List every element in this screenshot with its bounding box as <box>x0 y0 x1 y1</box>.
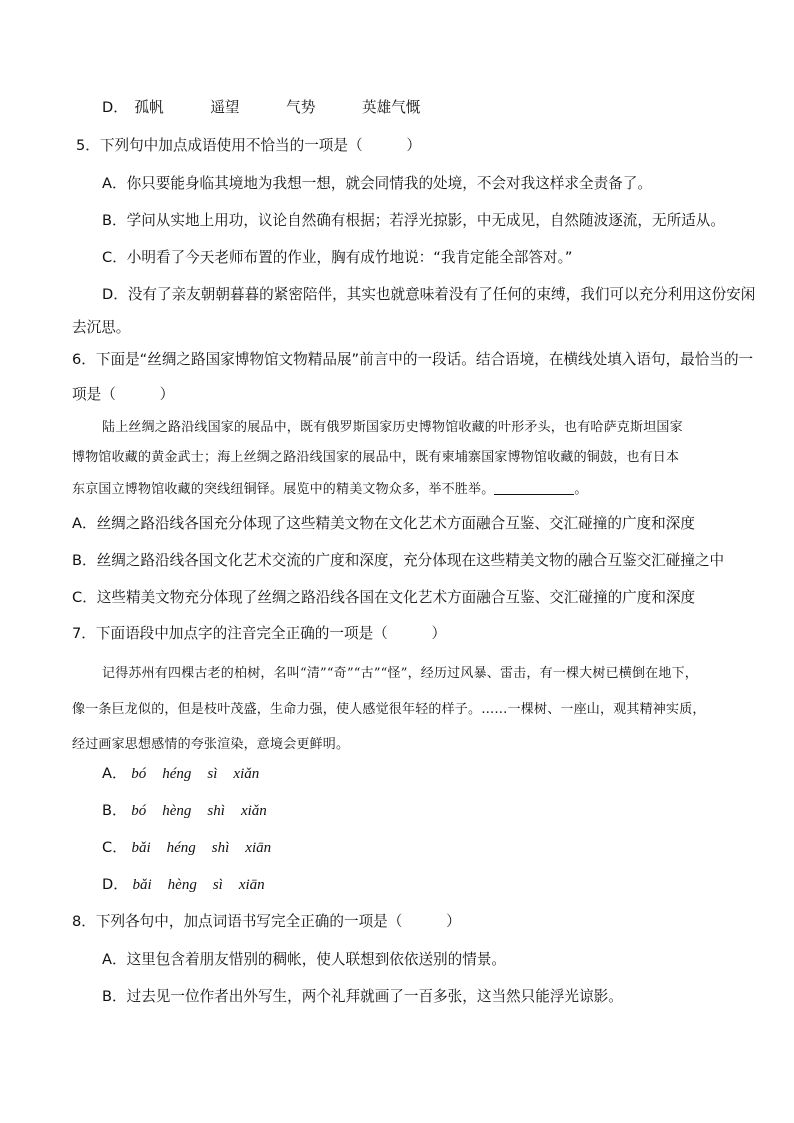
q7-option-b <box>102 801 283 821</box>
pinyin: héng <box>162 766 192 782</box>
q7-passage-line2: 像一条巨龙似的，但是枝叶茂盛，生命力强，使人感觉很年轻的样子。……一棵树、一座山，观其精神实质， <box>72 702 706 717</box>
pinyin: bó <box>131 766 147 782</box>
pinyin: bó <box>131 803 147 819</box>
passage-text: 东京国立博物馆收藏的突线纽铜铎。展览中的精美文物众多，举不胜举。 <box>72 482 495 497</box>
q7-passage-line1: 记得苏州有四棵古老的柏树，名叫“清”“奇”“古”“怪”，经历过风暴、雷击，有一棵大树已横倒在地下， <box>102 666 698 681</box>
pinyin: bǎi <box>132 877 152 893</box>
q7-stem: 7．下面语段中加点字的注音完全正确的一项是（ ） <box>72 625 447 642</box>
q6-passage-line3 <box>72 480 588 500</box>
q6-option-c: C．这些精美文物充分体现了丝绸之路沿线各国在文化艺术方面融合互鉴、交汇碰撞的广度和深度 <box>72 589 696 606</box>
pinyin: hèng <box>162 803 192 819</box>
q8-option-a: A．这里包含着朋友惜别的稠帐，使人联想到依依送别的情景。 <box>102 951 507 968</box>
q5-option-d-line1: D．没有了亲友朝朝暮暮的紧密陪伴，其实也就意味着没有了任何的束缚，我们可以充分利用这份安闲 <box>102 286 756 303</box>
pinyin: sì <box>207 766 218 782</box>
q7-option-a <box>102 764 275 784</box>
q5-option-c: C．小明看了今天老师布置的作业，胸有成竹地说：“我肯定能全部答对。” <box>102 249 573 266</box>
option-word: 孤帆 <box>134 99 164 116</box>
q6-option-b: B．丝绸之路沿线各国文化艺术交流的广度和深度，充分体现在这些精美文物的融合互鉴交汇碰撞之中 <box>72 552 725 569</box>
q5-option-b: B．学问从实地上用功，议论自然确有根据；若浮光掠影，中无成见，自然随波逐流，无所适从。 <box>102 212 725 229</box>
q7-passage-line3: 经过画家思想感情的夸张渲染，意境会更鲜明。 <box>72 737 350 752</box>
pinyin: bǎi <box>131 840 151 856</box>
pinyin: shì <box>207 803 225 819</box>
pinyin: hèng <box>167 877 197 893</box>
option-label: B． <box>102 802 127 819</box>
q6-stem-line2: 项是（ ） <box>72 386 175 403</box>
passage-end: 。 <box>574 482 588 497</box>
q8-stem: 8．下列各句中，加点词语书写完全正确的一项是（ ） <box>72 913 461 930</box>
q6-stem-line1: 6．下面是“丝绸之路国家博物馆文物精品展”前言中的一段话。结合语境，在横线处填入语句，最恰当的一 <box>72 351 754 368</box>
pinyin: xiān <box>245 840 272 856</box>
pinyin: xiǎn <box>240 803 267 819</box>
q5-option-a: A．你只要能身临其境地为我想一想，就会同情我的处境，不会对我这样求全责备了。 <box>102 175 652 192</box>
option-word: 英雄气慨 <box>362 99 421 116</box>
option-label: D． <box>102 99 128 116</box>
option-word: 气势 <box>286 99 316 116</box>
q6-passage-line2: 博物馆收藏的黄金武士；海上丝绸之路沿线国家的展品中，既有柬埔寨国家博物馆收藏的铜鼓，也有日本 <box>72 450 680 465</box>
pinyin: xiǎn <box>233 766 260 782</box>
pinyin: héng <box>166 840 196 856</box>
option-label: A． <box>102 765 127 782</box>
q5-stem: 5．下列句中加点成语使用不恰当的一项是（ ） <box>76 137 421 154</box>
q6-passage-line1: 陆上丝绸之路沿线国家的展品中，既有俄罗斯国家历史博物馆收藏的叶形矛头，也有哈萨克斯坦国家 <box>102 420 683 435</box>
q6-option-a: A．丝绸之路沿线各国充分体现了这些精美文物在文化艺术方面融合互鉴、交汇碰撞的广度和深度 <box>72 515 695 532</box>
q7-option-d <box>102 875 281 895</box>
option-word: 遥望 <box>210 99 240 116</box>
pinyin: xiān <box>238 877 265 893</box>
fill-blank-line <box>494 480 574 495</box>
option-label: C． <box>102 839 127 856</box>
pinyin: sì <box>212 877 223 893</box>
q7-option-c <box>102 838 287 858</box>
option-label: D． <box>102 876 128 893</box>
q5-option-d-line2: 去沉思。 <box>72 319 131 336</box>
pinyin: shì <box>211 840 230 856</box>
q8-option-b: B．过去见一位作者出外写生，两个礼拜就画了一百多张，这当然只能浮光谅影。 <box>102 988 623 1005</box>
q4-option-d <box>102 98 462 118</box>
